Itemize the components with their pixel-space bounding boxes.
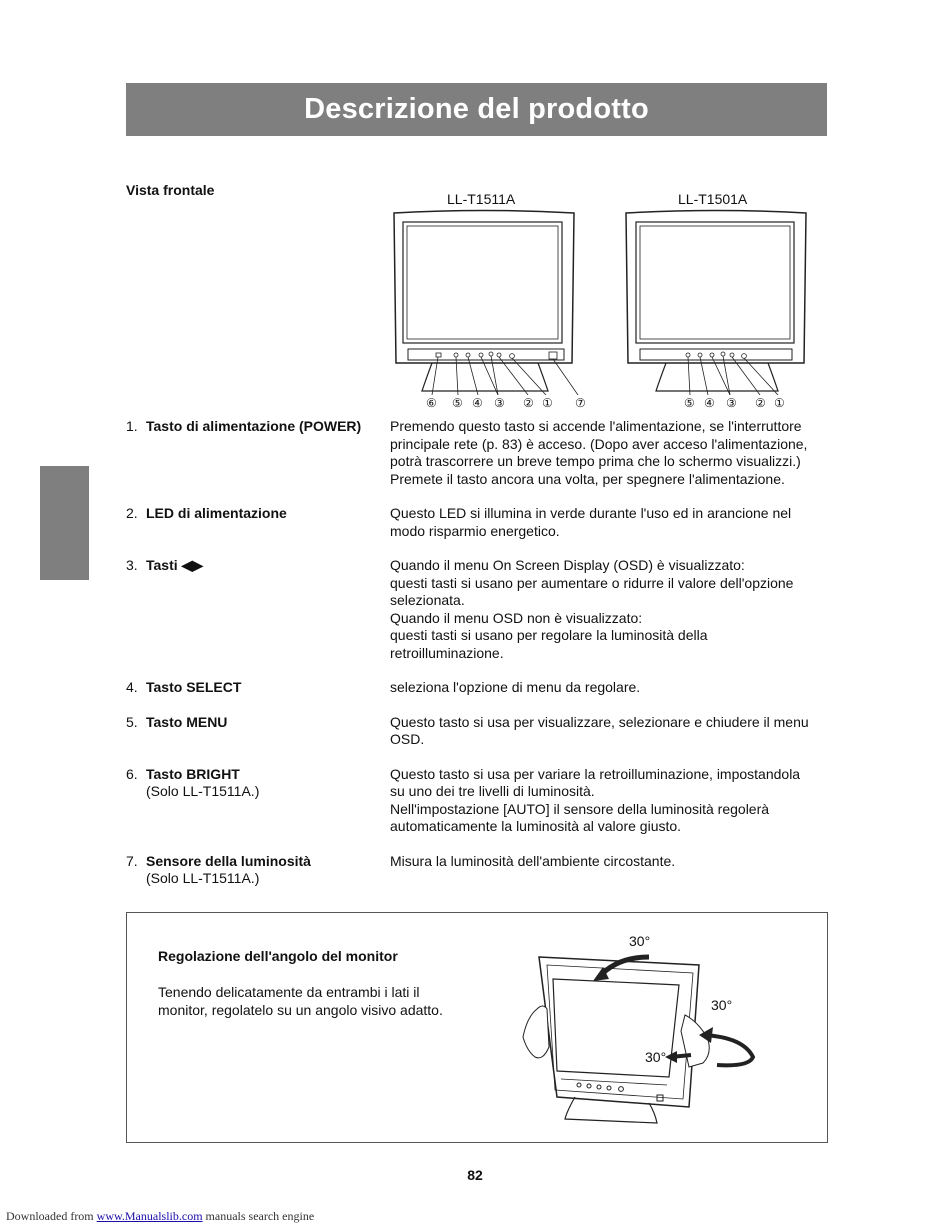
item-name — [146, 505, 390, 540]
desc-line: Questo tasto si usa per variare la retroilluminazione, impostandola — [390, 765, 801, 782]
footer-suffix: manuals search engine — [202, 1209, 315, 1223]
desc-line: principale rete (p. 83) è acceso. (Dopo aver acceso l'alimentazione, — [390, 435, 808, 452]
item-description — [390, 418, 831, 488]
item-name — [146, 714, 390, 749]
item-note: (Solo LL-T1511A.) — [146, 783, 260, 799]
item-number: 1. — [126, 418, 138, 434]
footer — [6, 1209, 314, 1224]
desc-line: questi tasti si usano per aumentare o ridurre il valore dell'opzione — [390, 574, 794, 591]
model-label-1501: LL-T1501A — [678, 191, 748, 207]
desc-line: modo risparmio energetico. — [390, 522, 560, 539]
desc-line: potrà trascorrere un breve tempo prima che lo schermo visualizzi.) — [390, 453, 801, 469]
callout-2: ② — [755, 396, 766, 410]
list-item — [126, 714, 831, 749]
item-number: 2. — [126, 505, 138, 521]
item-title: Tasti ◀▶ — [146, 557, 204, 573]
list-item — [126, 505, 831, 540]
angle-label-right: 30° — [711, 997, 733, 1013]
list-item — [126, 418, 831, 488]
callout-1: ① — [774, 396, 785, 410]
item-name — [146, 853, 390, 888]
box-text-line: monitor, regolatelo su un angolo visivo adatto. — [158, 1002, 443, 1018]
desc-line: retroilluminazione. — [390, 644, 504, 661]
model-label-1511: LL-T1511A — [447, 191, 516, 207]
angle-adjust-box — [126, 912, 828, 1143]
item-name — [146, 679, 390, 697]
footer-prefix: Downloaded from — [6, 1209, 97, 1223]
item-description — [390, 766, 831, 836]
callout-3: ③ — [726, 396, 737, 410]
item-name — [146, 766, 390, 836]
angle-label-top: 30° — [629, 933, 651, 949]
callout-6: ⑥ — [426, 396, 437, 410]
side-tab — [40, 466, 89, 580]
item-title: Tasto BRIGHT — [146, 765, 240, 782]
callout-3: ③ — [494, 396, 505, 410]
item-number: 6. — [126, 765, 138, 782]
list-item — [126, 679, 831, 697]
item-description — [390, 853, 831, 888]
page-title: Descrizione del prodotto — [304, 93, 649, 125]
section-label: Vista frontale — [126, 182, 215, 198]
item-number: 5. — [126, 713, 138, 730]
box-title: Regolazione dell'angolo del monitor — [158, 948, 398, 964]
page-number: 82 — [467, 1167, 483, 1183]
desc-line: Questo tasto si usa per visualizzare, selezionare e chiudere il menu — [390, 713, 809, 730]
desc-line: Premete il tasto ancora una volta, per spegnere l'alimentazione. — [390, 470, 785, 487]
angle-illustration — [517, 927, 777, 1127]
desc-line: OSD. — [390, 731, 425, 747]
monitor-diagram-1501 — [622, 205, 812, 395]
callout-2: ② — [523, 396, 534, 410]
angle-label-bottom: 30° — [645, 1049, 667, 1065]
callout-7: ⑦ — [575, 396, 586, 410]
box-text-line: Tenendo delicatamente da entrambi i lati il — [158, 984, 420, 1000]
desc-line: Misura la luminosità dell'ambiente circostante. — [390, 852, 676, 869]
item-description — [390, 714, 831, 749]
footer-link[interactable]: www.Manualslib.com — [96, 1209, 203, 1223]
desc-line: seleziona l'opzione di menu da regolare. — [390, 679, 641, 695]
desc-line: su uno dei tre livelli di luminosità. — [390, 783, 595, 799]
item-number: 4. — [126, 679, 138, 695]
item-note: (Solo LL-T1511A.) — [146, 870, 260, 886]
callout-5: ⑤ — [452, 396, 463, 410]
desc-line: Questo LED si illumina in verde durante l'uso ed in arancione nel — [390, 505, 792, 521]
item-description — [390, 679, 831, 697]
item-title: Sensore della luminosità — [146, 852, 311, 869]
desc-line: Nell'impostazione [AUTO] il sensore della luminosità regolerà — [390, 800, 770, 817]
desc-line: selezionata. — [390, 592, 465, 608]
item-list — [126, 418, 831, 888]
list-item — [126, 853, 831, 888]
item-number: 7. — [126, 852, 138, 869]
desc-line: Quando il menu On Screen Display (OSD) è visualizzato: — [390, 557, 745, 573]
desc-line: Quando il menu OSD non è visualizzato: — [390, 609, 643, 626]
monitor-diagram-1511 — [390, 205, 580, 395]
desc-line: automaticamente la luminosità al valore giusto. — [390, 818, 682, 834]
callout-1: ① — [542, 396, 553, 410]
desc-line: questi tasti si usano per regolare la luminosità della — [390, 627, 708, 643]
callout-5: ⑤ — [684, 396, 695, 410]
item-name — [146, 418, 390, 488]
item-number: 3. — [126, 557, 138, 573]
item-name — [146, 557, 390, 662]
item-description — [390, 505, 831, 540]
callout-4: ④ — [472, 396, 483, 410]
title-band — [126, 83, 827, 136]
callout-4: ④ — [704, 396, 715, 410]
item-title: Tasto di alimentazione (POWER) — [146, 418, 362, 434]
list-item — [126, 766, 831, 836]
box-text — [158, 983, 443, 1019]
item-description — [390, 557, 831, 662]
desc-line: Premendo questo tasto si accende l'alimentazione, se l'interruttore — [390, 418, 802, 434]
item-title: Tasto SELECT — [146, 679, 242, 695]
item-title: Tasto MENU — [146, 713, 228, 730]
list-item — [126, 557, 831, 662]
item-title: LED di alimentazione — [146, 505, 287, 521]
